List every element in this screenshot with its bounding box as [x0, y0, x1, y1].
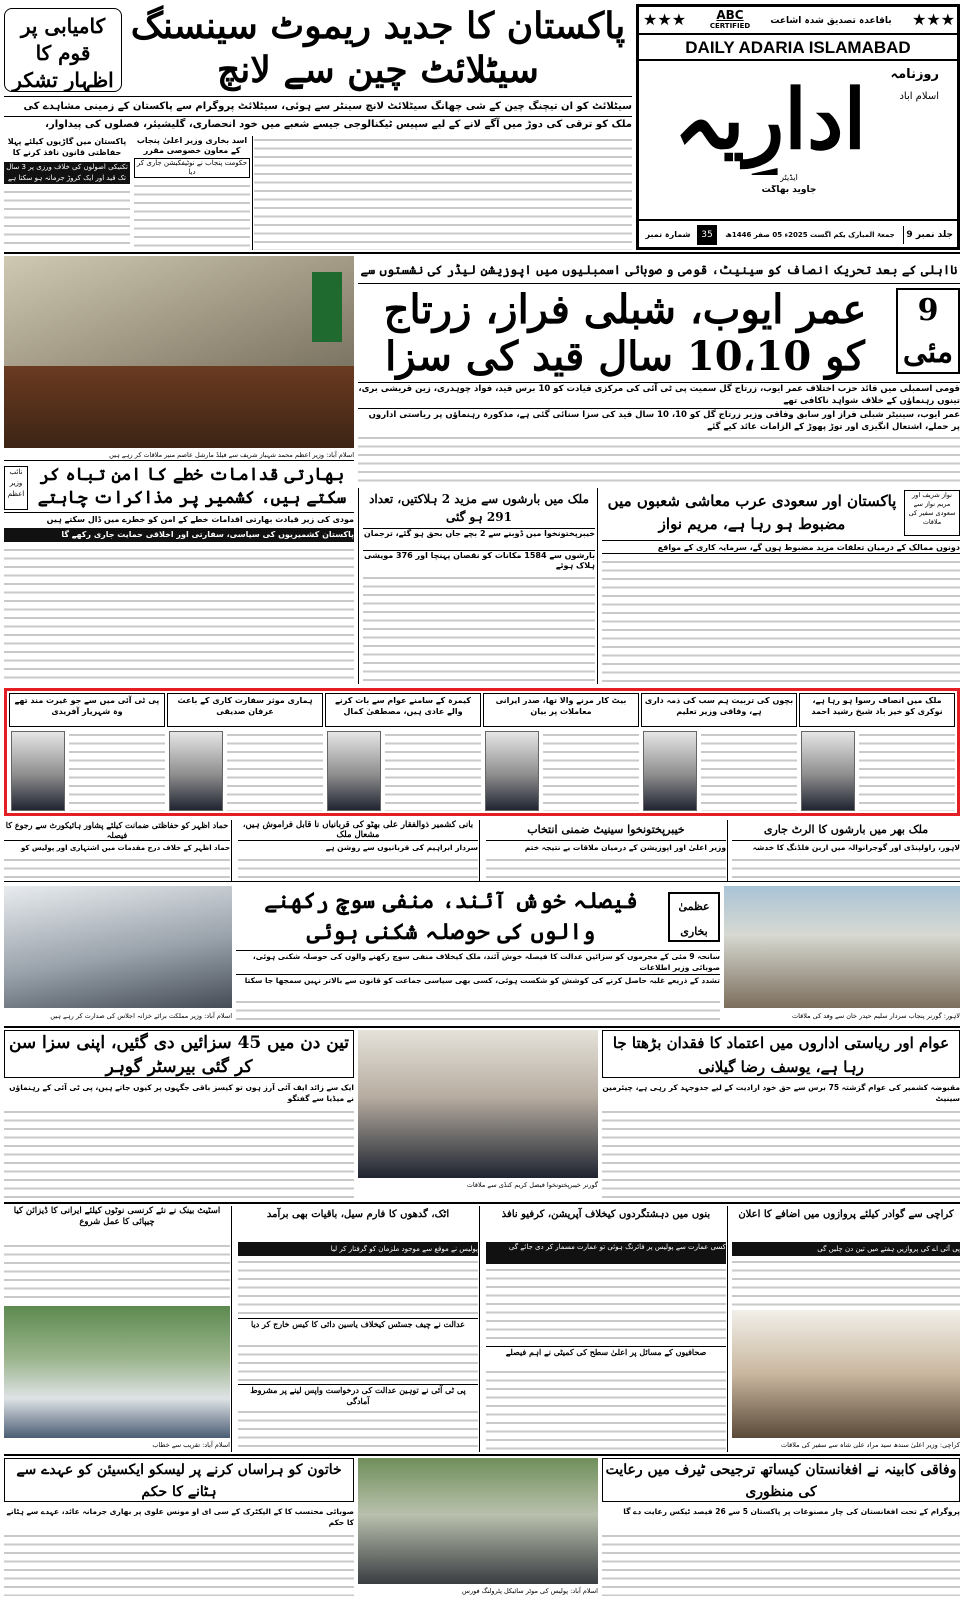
issue-label: شمارہ نمبر	[645, 230, 691, 239]
rule-3	[4, 1202, 960, 1204]
minister-caption: اسلام آباد: وزیر مملکت برائے خزانہ اجلاس کی صدارت کر رہے ہیں	[50, 1012, 232, 1020]
center-sub1: سانحہ 9 مئی کے مجرموں کو سزائیں عدالت کا فیصلہ خوش آئند، ملک کیخلاف منفی سوچ رکھنے والوں کی حوصلہ شکنی ہوئی، صوبائی وزیر اطلاعات	[236, 950, 720, 972]
side-col1-head: پاکستان میں گاڑیوں کیلئے پہلا حفاظتی قانون نافذ کرنے کا	[7, 137, 127, 157]
rain-sub: خیبرپختونخوا میں ڈوبنے سے 2 بچے جاں بحق ہو گئے، ترجمان	[363, 528, 595, 548]
pm-headline: پاکستان اور سعودی عرب معاشی شعبوں میں مضبوط ہو رہا ہے، مریم نواز	[607, 492, 897, 533]
top-story-sub2: ملک کو ترقی کی دوڑ میں آگے لانے کے لیے سپیس ٹیکنالوجی جیسے شعبے میں خود انحصاری، گلیشیئر، فصلوں کی پیداوار،	[4, 116, 632, 132]
top-story-headline: پاکستان کا جدید ریموٹ سینسنگ سیٹلائٹ چین سے لانچ	[130, 5, 626, 91]
english-name: DAILY ADARIA ISLAMABAD	[639, 35, 957, 61]
row6-left-headline: خاتون کو ہراساں کرنے پر لیسکو ایکسیئن کو عہدے سے ہٹانے کا حکم	[4, 1458, 354, 1502]
mid-story-body	[4, 856, 230, 882]
top-story-rule	[4, 96, 632, 97]
date-line: جمعۃ المبارک یکم اگست 2025ء 05 صفر 1446ھ	[725, 231, 895, 239]
red-box-body	[701, 731, 797, 811]
price-badge: 35	[697, 225, 717, 245]
row5-story-sub: پی آئی اے کی پروازیں ہفتے میں تین دن چلیں گی	[732, 1242, 960, 1256]
row4-right-headline: عوام اور ریاستی اداروں میں اعتماد کا فقدان بڑھتا جا رہا ہے، یوسف رضا گیلانی	[602, 1030, 960, 1078]
row5-story-sub: پولیس نے موقع سے موجود ملزمان کو گرفتار کر لیا	[238, 1242, 478, 1256]
mid-story	[4, 820, 232, 882]
meeting-caption: اسلام آباد: وزیر اعظم محمد شہباز شریف سے فیلڈ مارشل عاصم منیر ملاقات کر رہے ہیں	[4, 449, 354, 461]
red-box-portrait	[485, 731, 539, 811]
mid-story-sub: وزیر اعلیٰ اور اپوزیشن کے درمیان ملاقات بے نتیجہ ختم	[486, 840, 726, 854]
row5-inner-body	[486, 1368, 726, 1452]
mid-row	[4, 820, 960, 882]
mid-story-sub: لاہور، راولپنڈی اور گوجرانوالہ میں اربن فلڈنگ کا خدشہ	[732, 840, 960, 854]
kashmir-headline: بھارتی قدامات خطے کا امن تباہ کر سکتے ہیں، کشمیر پر مذاکرات چاہتے	[37, 465, 347, 508]
city-label: اسلام آباد	[899, 91, 939, 102]
red-box-item	[799, 693, 957, 813]
mid-story-head: بانی کشمیر ذوالفقار علی بھٹو کی قربانیاں نا قابل فراموش ہیں، مشعال ملک	[242, 820, 474, 840]
pm-sub: دونوں ممالک کے درمیان تعلقات مزید مضبوط ہوں گے، سرمایہ کاری کے مواقع	[602, 540, 960, 554]
red-box-body	[385, 731, 481, 811]
pm-side-label: نواز شریف اور مریم نواز سے سعودی سفیر کی ملاقات	[904, 490, 960, 536]
row6-left-story	[4, 1458, 354, 1596]
chief-minister-caption: کراچی: وزیر اعلیٰ سندھ سید مراد علی شاہ سے سفیر کی ملاقات	[780, 1441, 960, 1449]
rule-4	[4, 1454, 960, 1456]
row5	[4, 1206, 960, 1452]
mid-story-head: ملک بھر میں بارشوں کا الرٹ جاری	[763, 823, 929, 836]
row5-inner-body	[238, 1408, 478, 1452]
governor-caption: لاہور: گورنر پنجاب سردار سلیم حیدر خان سے وفد کی ملاقات	[792, 1012, 960, 1020]
meeting-photo-flag	[312, 272, 342, 342]
top-story-body	[254, 136, 632, 250]
rule-2	[4, 1026, 960, 1028]
kashmir-body	[4, 546, 354, 684]
red-box-head: بیٹ کار مرنے والا تھا، صدر ایرانی معاملات پر بیان	[483, 693, 639, 727]
row6-right-headline: وفاقی کابینہ نے افغانستان کیساتھ ترجیحی ٹیرف میں رعایت کی منظوری	[602, 1458, 960, 1502]
row6-left-sub: صوبائی محتسب کا کے الیکٹرک کے سی ای او مونس علوی پر بھاری جرمانہ عائد، عہدے سے ہٹانے کا حکم	[6, 1507, 354, 1527]
lead-date-badge: 9 مئی	[896, 288, 960, 374]
badge-urdu: باقاعدہ تصدیق شدہ اشاعت	[770, 16, 892, 26]
mid-story	[732, 820, 960, 882]
mid-story	[484, 820, 728, 882]
roznama-label: روزنامہ	[890, 67, 939, 82]
top-story	[4, 4, 632, 250]
rain-sub2: بارشوں سے 1584 مکانات کو نقصان پہنچا اور 376 مویشی ہلاک ہوئے	[364, 551, 595, 570]
row5-story-head: اٹک، گدھوں کا فارم سیل، باقیات بھی برآمد	[266, 1209, 450, 1220]
row5-story-body	[732, 1258, 960, 1306]
side-col1-body	[4, 188, 130, 250]
speech-photo	[4, 1306, 230, 1438]
top-story-sub1: سیٹلائٹ کو ان تیچنگ چین کے شی چھانگ سیٹلائٹ لانچ سینٹر سے ہوئی، سیٹلائٹ پروگرام سے پاکستان کے زمینی مشاہدے کی	[23, 101, 632, 112]
top-story-col-sep	[252, 136, 253, 250]
kashmir-sub: مودی کی زیر قیادت بھارتی اقدامات خطے کے امن کو خطرے میں ڈال سکتے ہیں	[4, 512, 354, 526]
row5-story-body	[4, 1242, 230, 1302]
red-box-body	[69, 731, 165, 811]
row4-left-body	[4, 1108, 354, 1200]
row5-inner-head: صحافیوں کے مسائل پر اعلیٰ سطح کی کمیٹی نے اہم فیصلے	[486, 1346, 726, 1366]
side-col2-sub: حکومت پنجاب نے نوٹیفکیشن جاری کر دیا	[134, 158, 250, 178]
lead-sub2: عمر ایوب، سینیٹر شبلی فراز اور سابق وفاقی وزیر زرتاج گل کو 10، 10 سال قید کی سزا سنائی گئی ہے، مذکورہ رہنماؤں پر ریاستی اداروں پر حملے، اشتعال انگیزی اور توڑ پھوڑ کے الزامات عائد کیے گئے	[358, 408, 960, 432]
kashmir-sub2: پاکستان کشمیریوں کی سیاسی، سفارتی اور اخلاقی حمایت جاری رکھے گا	[4, 528, 354, 542]
rain-headline: ملک میں بارشوں سے مزید 2 ہلاکتیں، تعداد 291 ہو گئی	[369, 492, 589, 524]
row5-story-head: کراچی سے گوادر کیلئے پروازوں میں اضافے کا اعلان	[738, 1209, 954, 1220]
masthead	[636, 4, 960, 250]
row5-story	[732, 1206, 960, 1452]
side-col2-head: اسد بخاری وزیر اعلیٰ پنجاب کے معاون خصوصی مقرر	[136, 136, 248, 155]
red-box-strip	[4, 688, 960, 816]
minister-photo	[4, 886, 232, 1008]
mid-story-body	[732, 856, 960, 882]
row6-left-body	[4, 1532, 354, 1596]
row5-inner-head: پی ٹی آئی نے توہین عدالت کی درخواست واپس لینے پر مشروط آمادگی	[238, 1384, 478, 1406]
speech-caption: اسلام آباد: تقریب سے خطاب	[152, 1441, 230, 1449]
abc-badge	[701, 9, 759, 33]
row6-right-story	[602, 1458, 960, 1596]
side-col1-sub: تکنیکی اصولوں کی خلاف ورزی پر 3 سال تک قید اور ایک کروڑ جرمانہ ہو سکتا ہے	[4, 162, 130, 184]
red-box-item	[9, 693, 167, 813]
red-box-portrait	[327, 731, 381, 811]
row5-story-sub: کسی عمارت سے پولیس پر فائرنگ ہوئی تو عمارت مسمار کر دی جائے گی	[486, 1242, 726, 1264]
red-box-portrait	[643, 731, 697, 811]
rule-1	[4, 252, 960, 254]
center-sub2: تشدد کے ذریعے غلبہ حاصل کرنے کی کوشش کو شکست ہوئی، کسی بھی سیاسی جماعت کو قانون سے بالاتر نہیں سمجھا جا سکتا	[236, 974, 720, 996]
governor-photo	[724, 886, 960, 1008]
row5-inner-head: عدالت نے چیف جسٹس کیخلاف یاسین دائی کا کیس خارج کر دیا	[238, 1318, 478, 1340]
reception-caption: گورنر خیبرپختونخوا فیصل کریم کنڈی سے ملاقات	[466, 1181, 598, 1189]
red-box-body	[543, 731, 639, 811]
red-box-head: کیمرہ کے سامنے عوام سے بات کرنے والے عادی ہیں، مصطفیٰ کمال	[325, 693, 481, 727]
lead-headline: عمر ایوب، شبلی فراز، زرتاج کو 10،10 سال قید کی سزا	[383, 286, 867, 380]
row4-left-sub: ایک سے زائد ایف آئی آرز ہوں تو کیسز باقی جگہوں پر کیوں جاتے ہیں، پی ٹی آئی کے رہنماؤں نے میڈیا سے گفتگو	[9, 1083, 354, 1103]
bikes-photo	[358, 1458, 598, 1584]
meeting-photo-table	[4, 366, 354, 448]
lead-sub1: قومی اسمبلی میں قائد حزب اختلاف عمر ایوب، زرتاج گل سمیت پی ٹی آئی کی مرکزی قیادت کو 10 برس قید، فواد چوہدری، زین قریشی بری، تینوں رہنماؤں کے خلاف شواہد ناکافی تھے	[358, 384, 960, 406]
red-box-item	[483, 693, 641, 813]
mid-story-sub: سردار ابراہیم کی قربانیوں سے روشن ہے	[238, 840, 478, 854]
mid-story-head: خیبرپختونخوا سینیٹ ضمنی انتخاب	[527, 823, 685, 836]
kashmir-side-label: نائب وزیر اعظم	[4, 466, 28, 510]
red-box-body	[859, 731, 955, 811]
abc-badge-text: ABC	[716, 9, 744, 22]
red-box-head: پی ٹی آئی میں سے جو غیرت مند تھے وہ شہریار آفریدی	[9, 693, 165, 727]
row5-story	[484, 1206, 728, 1452]
side-col2-body	[134, 182, 250, 250]
star-icons-right: ★★★	[911, 10, 955, 29]
red-box-portrait	[169, 731, 223, 811]
title-urdu: ادارِیہ	[673, 72, 867, 168]
row6-right-sub: پروگرام کے تحت افغانستان کی چار مصنوعات پر پاکستان 5 سے 26 فیصد ٹیکس رعایت دے گا	[623, 1507, 960, 1516]
volume-label: جلد نمبر 9	[903, 226, 953, 244]
editor-label: ایڈیٹر	[780, 173, 798, 182]
bikes-caption: اسلام آباد: پولیس کی موٹر سائیکل پٹرولنگ فورس	[462, 1587, 598, 1595]
red-box-portrait	[11, 731, 65, 811]
red-box-head: ملک میں انصاف رسوا ہو رہا ہے، نوکری کو خیر باد شیخ رشید احمد	[799, 693, 955, 727]
pm-story	[602, 488, 960, 684]
mid-story-body	[238, 856, 478, 882]
mid-story	[236, 820, 480, 882]
mid-story-head: حماد اظہر کو حفاظتی ضمانت کیلئے پشاور ہائیکورٹ سے رجوع کا فیصلہ	[5, 820, 229, 840]
star-icons-left: ★★★	[643, 10, 687, 29]
row5-story-body	[486, 1266, 726, 1344]
top-story-side-badge: کامیابی پر قوم کا اظہار تشکر	[4, 8, 122, 92]
red-box-portrait	[801, 731, 855, 811]
dateline-bar	[639, 219, 957, 247]
row4-right-story	[602, 1030, 960, 1200]
lead-story	[358, 256, 960, 484]
row5-story	[236, 1206, 480, 1452]
red-box-item	[167, 693, 325, 813]
center-headline: فیصلہ خوش آئند، منفی سوچ رکھنے والوں کی حوصلہ شکنی ہوئی	[264, 888, 638, 945]
row5-story-head: بنوں میں دہشتگردوں کیخلاف آپریشن، کرفیو نافذ	[501, 1209, 711, 1220]
rain-story	[358, 488, 598, 684]
center-badge: عظمیٰ بخاری	[668, 892, 720, 942]
row4-left-story	[4, 1030, 354, 1200]
chief-minister-photo	[732, 1310, 960, 1438]
red-box-item	[641, 693, 799, 813]
center-body	[236, 998, 720, 1022]
red-box-head: بچوں کی تربیت ہم سب کی ذمہ داری ہے، وفاقی وزیر تعلیم	[641, 693, 797, 727]
row5-story-body	[238, 1258, 478, 1316]
abc-badge-sub: CERTIFIED	[709, 22, 751, 30]
lead-body	[358, 434, 960, 484]
red-box-head: ہماری موثر سفارت کاری کے باعث عرفان صدیقی	[167, 693, 323, 727]
row6-right-body	[602, 1532, 960, 1596]
rain-body	[363, 574, 595, 684]
pm-body	[602, 558, 960, 684]
red-box-item	[325, 693, 483, 813]
mid-story-body	[486, 856, 726, 882]
row4-right-sub: مقبوضہ کشمیر کی عوام گزشتہ 75 برس سے حق خود ارادیت کے لیے جدوجہد کر رہی ہے، چیئرمین سینیٹ	[602, 1083, 960, 1103]
mid-story-sub: حماد اظہر کے خلاف درج مقدمات میں اشتہاری اور پولیس کو	[4, 840, 230, 854]
meeting-photo	[4, 256, 354, 448]
kashmir-story	[4, 464, 354, 684]
badge-row	[639, 7, 957, 35]
center-story	[236, 886, 720, 1022]
red-box-body	[227, 731, 323, 811]
lead-banner: نااہلی کے بعد تحریک انصاف کو سینیٹ، قومی و صوبائی اسمبلیوں میں اپوزیشن لیڈر کی نشستوں سے	[358, 256, 960, 284]
row4-left-headline: تین دن میں 45 سزائیں دی گئیں، اپنی سزا سن کر گئی بیرسٹر گوہر	[4, 1030, 354, 1078]
row5-inner-body	[238, 1342, 478, 1382]
row4-right-body	[602, 1108, 960, 1200]
editor-name: جاوید بھاگت	[761, 185, 817, 195]
row5-story	[4, 1206, 232, 1452]
row5-story-head: اسٹیٹ بینک نے نئے کرنسی نوٹوں کیلئے ایرانی کا ڈیزائن کیا چیپائی کا عمل شروع	[13, 1206, 221, 1227]
reception-photo	[358, 1030, 598, 1178]
